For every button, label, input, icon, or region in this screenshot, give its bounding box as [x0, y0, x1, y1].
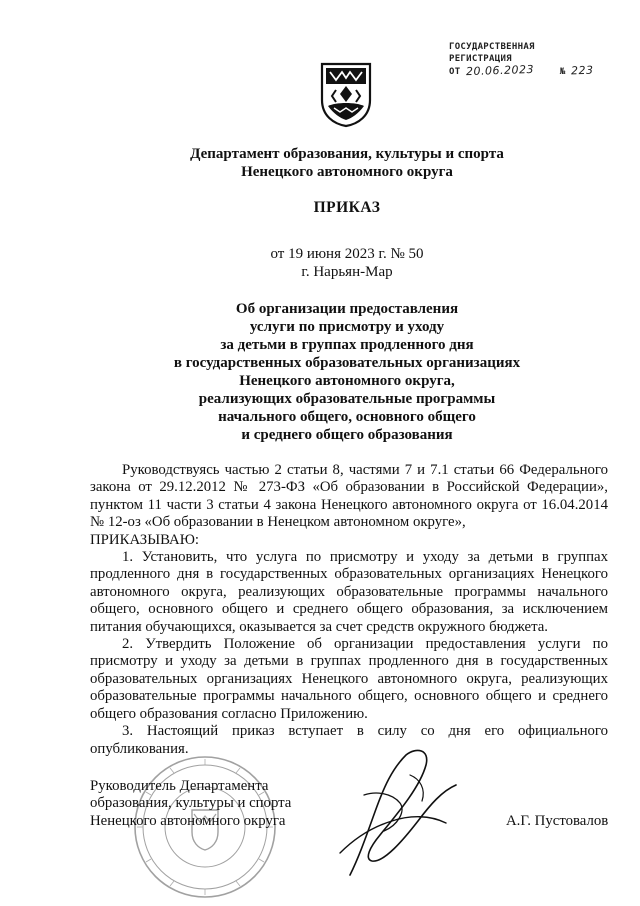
subject-line: и среднего общего образования	[241, 427, 453, 443]
order-date-line: от 19 июня 2023 г. № 50	[270, 246, 424, 262]
preamble-paragraph: Руководствуясь частью 2 статьи 8, частями 7 и 7.1 статьи 66 Федерального закона от 29.12.2012 № 273-ФЗ «Об образовании в Российской Федерации», пунктом 11 части 3 статьи 4 закона Ненецкого автономного округа от 16.04.2014 № 12-оз «Об образовании в Ненецком автономном округе»,	[90, 462, 608, 531]
order-city: г. Нарьян-Мар	[301, 264, 393, 280]
order-item-3: 3. Настоящий приказ вступает в силу со дня его официального опубликования.	[90, 723, 608, 757]
signatory-name: А.Г. Пустовалов	[506, 813, 609, 829]
department-line-2: Ненецкого автономного округа	[241, 164, 453, 180]
signatory-title-line: Руководитель Департамента	[90, 778, 269, 794]
order-word: ПРИКАЗЫВАЮ:	[90, 531, 200, 548]
registration-stamp	[449, 41, 594, 78]
subject-line: в государственных образовательных организациях	[173, 355, 521, 371]
subject-line: реализующих образовательные программы	[198, 391, 496, 407]
department-header	[60, 145, 634, 181]
handwritten-signature	[280, 735, 480, 885]
subject-line: Ненецкого автономного округа,	[239, 373, 455, 389]
registration-date: 20.06.2023	[465, 62, 535, 79]
subject-line: услуги по присмотру и уходу	[249, 319, 445, 335]
registration-number: 223	[571, 63, 594, 78]
order-item-2: 2. Утвердить Положение об организации предоставления услуги по присмотру и уходу за детьми в группах продленного дня в государственных образовательных организациях Ненецкого автономного округа, реализующих образовательные программы начального общего, основного общего и среднего общего образования согласно Приложению.	[90, 636, 608, 722]
registration-from-label: ОТ	[449, 67, 461, 77]
coat-of-arms-icon	[318, 60, 374, 128]
order-date-block	[60, 245, 634, 281]
department-line-1: Департамент образования, культуры и спорта	[190, 146, 504, 162]
signatory-title	[90, 778, 291, 830]
subject-line: за детьми в группах продленного дня	[220, 337, 474, 353]
signatory-title-line: образования, культуры и спорта	[90, 795, 292, 812]
registration-line-1: ГОСУДАРСТВЕННАЯ	[449, 42, 535, 52]
registration-date-row	[449, 62, 594, 79]
signatory-title-line: Ненецкого автономного округа	[90, 812, 286, 829]
order-body	[90, 462, 608, 758]
registration-number-label: №	[559, 67, 566, 77]
registration-line-2: РЕГИСТРАЦИЯ	[449, 54, 512, 64]
order-subject	[60, 300, 634, 444]
subject-line: начального общего, основного общего	[218, 409, 476, 425]
order-title: ПРИКАЗ	[313, 199, 381, 216]
subject-line: Об организации предоставления	[235, 301, 459, 317]
order-item-1: 1. Установить, что услуга по присмотру и уходу за детьми в группах продленного дня в государственных образовательных организациях Ненецкого автономного округа, реализующих образовательные программы начального общего, основного общего и среднего общего образования, за исключением питания обучающихся, оказывается за счет средств окружного бюджета.	[90, 549, 608, 635]
